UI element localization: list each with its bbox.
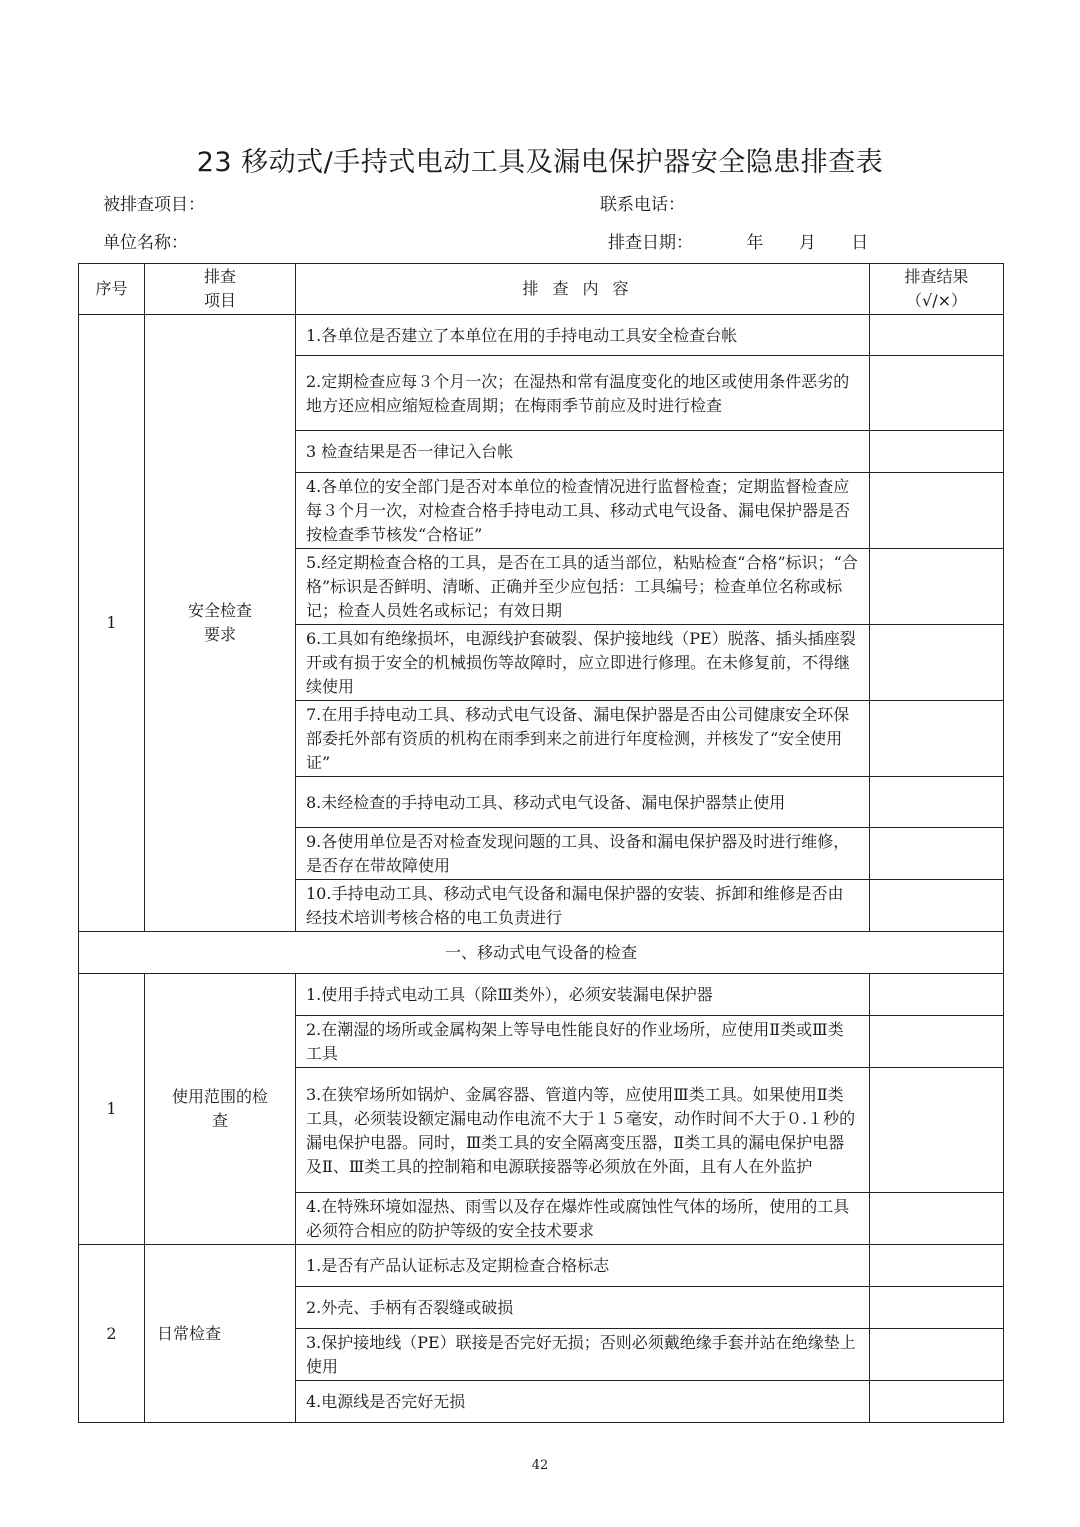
content-cell: 7.在用手持电动工具、移动式电气设备、漏电保护器是否由公司健康安全环保部委托外部有资质的机构在雨季到来之前进行年度检测，并核发了“安全使用证” (296, 701, 870, 777)
unit-label: 单位名称： (103, 233, 188, 253)
table-row (79, 1245, 1004, 1287)
group2-index: 1 (79, 974, 145, 1245)
result-cell[interactable] (870, 1245, 1004, 1287)
result-cell[interactable] (870, 880, 1004, 932)
content-cell: 4.在特殊环境如湿热、雨雪以及存在爆炸性或腐蚀性气体的场所，使用的工具必须符合相应的防护等级的安全技术要求 (296, 1193, 870, 1245)
section-title: 一、移动式电气设备的检查 (79, 932, 1004, 974)
result-cell[interactable] (870, 473, 1004, 549)
phone-label: 联系电话： (600, 195, 685, 215)
group3-item: 日常检查 (145, 1245, 296, 1423)
content-cell: 4.电源线是否完好无损 (296, 1381, 870, 1423)
content-cell: 10.手持电动工具、移动式电气设备和漏电保护器的安装、拆卸和维修是否由经技术培训考核合格的电工负责进行 (296, 880, 870, 932)
content-cell: 8.未经检查的手持电动工具、移动式电气设备、漏电保护器禁止使用 (296, 777, 870, 828)
result-cell[interactable] (870, 625, 1004, 701)
content-cell: 2.定期检查应每３个月一次；在湿热和常有温度变化的地区或使用条件恶劣的地方还应相应缩短检查周期；在梅雨季节前应及时进行检查 (296, 356, 870, 431)
unit-field (103, 228, 188, 253)
project-field (103, 190, 205, 215)
group1-item (145, 315, 296, 932)
page-title: 23 移动式/手持式电动工具及漏电保护器安全隐患排查表 (196, 147, 884, 178)
header-result-line2: （√/×） (906, 291, 967, 310)
header-content: 排查内容 (296, 264, 870, 315)
content-cell: 3.在狭窄场所如锅炉、金属容器、管道内等，应使用Ⅲ类工具。如果使用Ⅱ类工具，必须装设额定漏电动作电流不大于１５毫安，动作时间不大于０.１秒的漏电保护电器。同时，Ⅲ类工具的安全隔离变压器，Ⅱ类工具的漏电保护电器及Ⅱ、Ⅲ类工具的控制箱和电源联接器等必须放在外面，且有人在外监护 (296, 1068, 870, 1193)
group2-item-line2: 查 (211, 1111, 228, 1130)
result-cell[interactable] (870, 1016, 1004, 1068)
result-cell[interactable] (870, 1193, 1004, 1245)
header-item-line1: 排查 (203, 267, 236, 286)
result-cell[interactable] (870, 431, 1004, 473)
inspection-table (78, 263, 1004, 1423)
date-field (608, 228, 868, 253)
content-cell: 1.各单位是否建立了本单位在用的手持电动工具安全检查台帐 (296, 315, 870, 356)
header-item-line2: 项目 (203, 291, 236, 310)
result-cell[interactable] (870, 777, 1004, 828)
header-item (145, 264, 296, 315)
group2-item (145, 974, 296, 1245)
group1-item-line2: 要求 (203, 625, 236, 644)
group2-item-line1: 使用范围的检 (171, 1087, 268, 1106)
content-cell: 6.工具如有绝缘损坏，电源线护套破裂、保护接地线（PE）脱落、插头插座裂开或有损于安全的机械损伤等故障时，应立即进行修理。在未修复前，不得继续使用 (296, 625, 870, 701)
date-label: 排查日期： (608, 233, 693, 253)
result-cell[interactable] (870, 1329, 1004, 1381)
section-row (79, 932, 1004, 974)
header-result-line1: 排查结果 (904, 267, 969, 286)
content-cell: 5.经定期检查合格的工具，是否在工具的适当部位，粘贴检查“合格”标识；“合格”标识是否鲜明、清晰、正确并至少应包括：工具编号；检查单位名称或标记；检查人员姓名或标记；有效日期 (296, 549, 870, 625)
year-label: 年 (746, 233, 764, 253)
content-cell: 9.各使用单位是否对检查发现问题的工具、设备和漏电保护器及时进行维修，是否存在带故障使用 (296, 828, 870, 880)
header-index: 序号 (79, 264, 145, 315)
result-cell[interactable] (870, 1287, 1004, 1329)
phone-field (600, 190, 685, 215)
group3-index: 2 (79, 1245, 145, 1423)
content-cell: 1.使用手持式电动工具（除Ⅲ类外），必须安装漏电保护器 (296, 974, 870, 1016)
table-row (79, 315, 1004, 356)
content-cell: 2.外壳、手柄有否裂缝或破损 (296, 1287, 870, 1329)
day-label: 日 (851, 233, 869, 253)
result-cell[interactable] (870, 974, 1004, 1016)
result-cell[interactable] (870, 1068, 1004, 1193)
group1-item-line1: 安全检查 (187, 601, 252, 620)
content-cell: 2.在潮湿的场所或金属构架上等导电性能良好的作业场所，应使用Ⅱ类或Ⅲ类工具 (296, 1016, 870, 1068)
page-number: 42 (531, 1458, 549, 1473)
result-cell[interactable] (870, 828, 1004, 880)
group1-index: 1 (79, 315, 145, 932)
content-cell: 4.各单位的安全部门是否对本单位的检查情况进行监督检查；定期监督检查应每３个月一次，对检查合格手持电动工具、移动式电气设备、漏电保护器是否按检查季节核发“合格证” (296, 473, 870, 549)
table-row (79, 974, 1004, 1016)
content-cell: 1.是否有产品认证标志及定期检查合格标志 (296, 1245, 870, 1287)
header-row (79, 264, 1004, 315)
content-cell: 3 检查结果是否一律记入台帐 (296, 431, 870, 473)
content-cell: 3.保护接地线（PE）联接是否完好无损；否则必须戴绝缘手套并站在绝缘垫上使用 (296, 1329, 870, 1381)
project-label: 被排查项目： (103, 195, 205, 215)
result-cell[interactable] (870, 549, 1004, 625)
result-cell[interactable] (870, 356, 1004, 431)
result-cell[interactable] (870, 1381, 1004, 1423)
header-result (870, 264, 1004, 315)
result-cell[interactable] (870, 315, 1004, 356)
month-label: 月 (798, 233, 816, 253)
result-cell[interactable] (870, 701, 1004, 777)
